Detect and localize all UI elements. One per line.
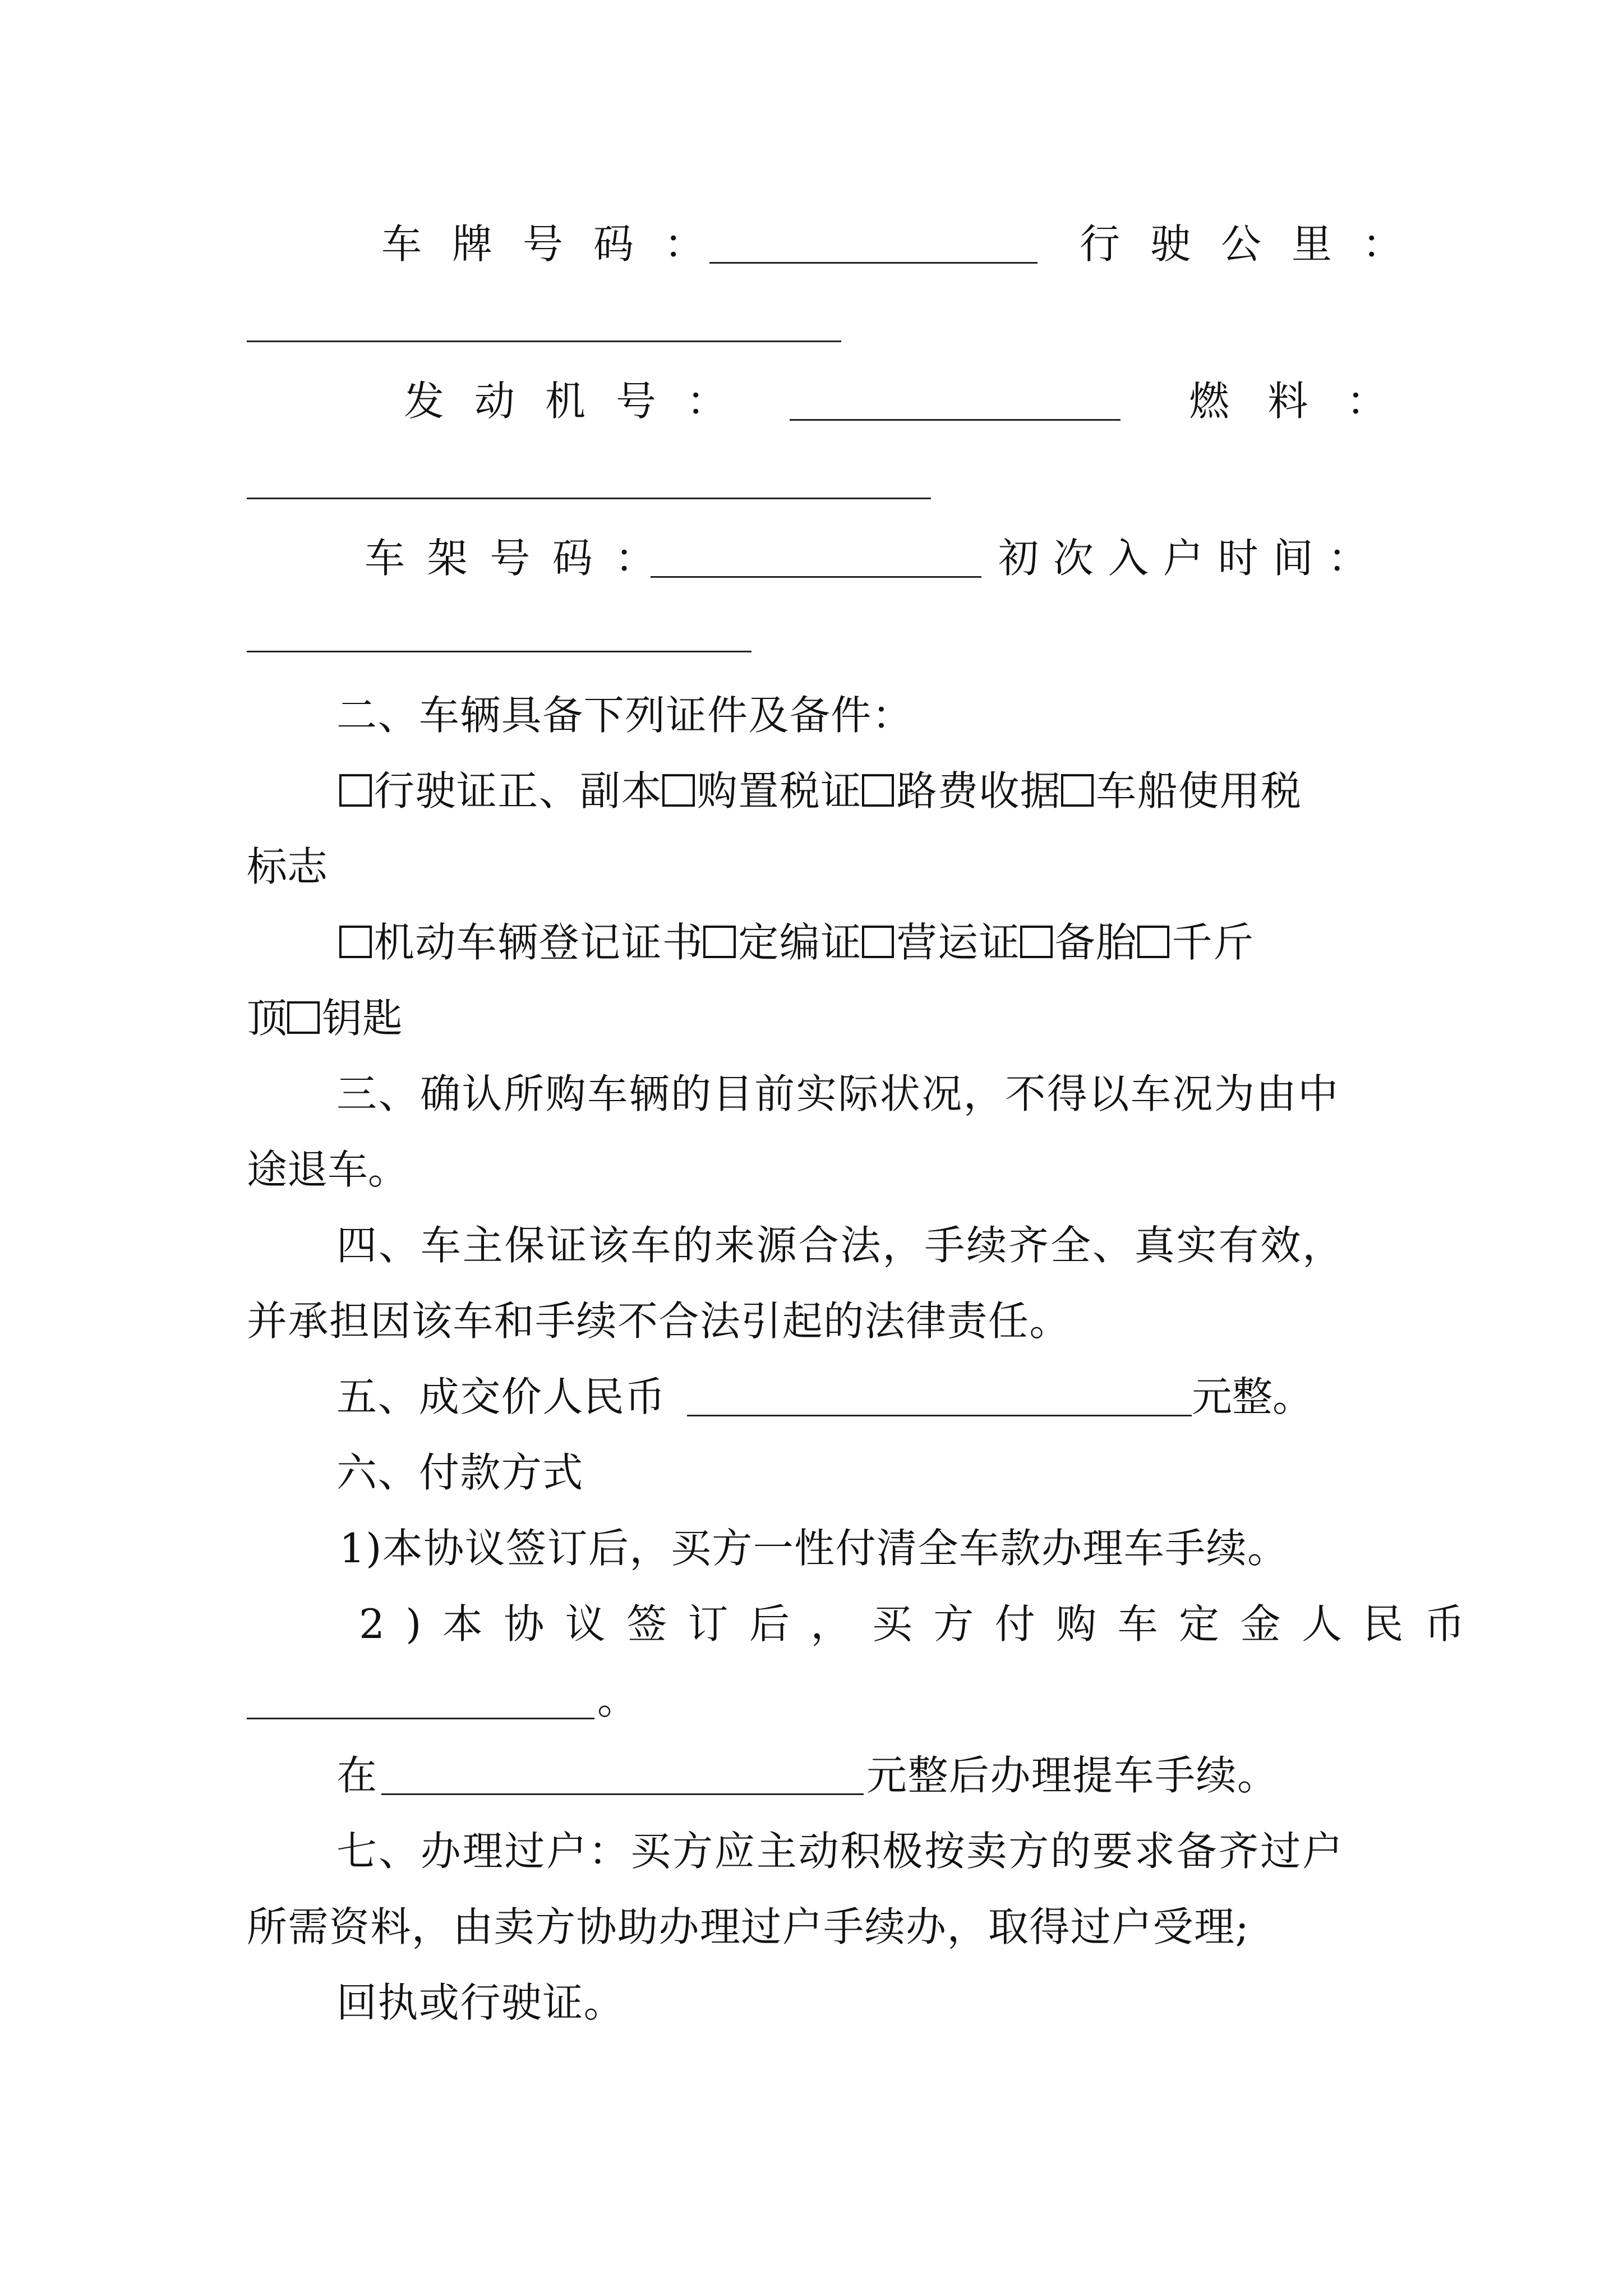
- fuel-label: 燃料：: [1189, 378, 1426, 425]
- documents-row-2-continuation: [0, 990, 1623, 1046]
- section3-text-1: 三、确认所购车辆的目前实际状况，不得以车况为由中: [336, 1070, 1340, 1117]
- remaining-payment-row: [0, 1747, 1623, 1803]
- checkbox-registration-cert[interactable]: 机动车辆登记证书: [339, 919, 703, 966]
- remaining-amount-blank[interactable]: [381, 1793, 864, 1795]
- checkbox-icon[interactable]: [1020, 926, 1053, 958]
- checkbox-driving-license[interactable]: 行驶证正、副本: [339, 767, 662, 815]
- section3-line-2: [0, 1142, 1623, 1198]
- documents-row-1-items: [339, 763, 1302, 819]
- section4-line-2: [0, 1293, 1623, 1349]
- checkbox-icon[interactable]: [287, 1001, 320, 1034]
- section5-suffix: 元整。: [1192, 1373, 1313, 1420]
- section5-prefix: 五、成交价人民币: [336, 1373, 666, 1420]
- payment-option-1-row: [0, 1520, 1623, 1576]
- documents-row-2-items: [339, 914, 1255, 970]
- checkbox-icon[interactable]: [703, 926, 736, 958]
- plate-number-blank[interactable]: [709, 262, 1038, 264]
- deposit-blank[interactable]: [247, 1718, 594, 1719]
- jack-continuation: 顶: [247, 995, 288, 1042]
- mileage-blank[interactable]: [247, 341, 841, 342]
- section7-line-3: [0, 1975, 1623, 2031]
- checkbox-icon[interactable]: [862, 774, 895, 807]
- section7-text-2: 所需资料，由卖方协助办理过户手续办，取得过户受理;: [247, 1903, 1250, 1950]
- checkbox-seating-cert[interactable]: 定编证: [703, 919, 861, 966]
- payment-option-2-text: 2)本协议签订后，买方付购车定金人民币: [359, 1600, 1486, 1648]
- deposit-row: [0, 1672, 1623, 1728]
- mileage-label: 行驶公里：: [1080, 220, 1433, 268]
- checkbox-icon[interactable]: [662, 774, 695, 807]
- checkbox-icon[interactable]: [339, 926, 372, 958]
- section4-text-2: 并承担因该车和手续不合法引起的法律责任。: [247, 1297, 1071, 1345]
- section4-line-1: [0, 1217, 1623, 1273]
- first-registration-label: 初次入户时间：: [998, 535, 1383, 582]
- checkbox-keys[interactable]: 钥匙: [287, 995, 403, 1042]
- checkbox-icon[interactable]: [1137, 926, 1170, 958]
- checkbox-toll-receipt[interactable]: 路费收据: [862, 767, 1062, 815]
- section2-heading: 二、车辆具备下列证件及备件：: [336, 692, 914, 739]
- section6-heading: 六、付款方式: [336, 1449, 584, 1496]
- engine-fuel-row: [0, 373, 1623, 429]
- checkbox-jack[interactable]: 千斤: [1137, 919, 1255, 966]
- payment-option-2-row: [0, 1596, 1623, 1652]
- documents-row-2: [0, 914, 1623, 970]
- section5-row: [0, 1369, 1623, 1425]
- engine-number-label: 发动机号：: [404, 378, 758, 425]
- vin-firstreg-row: [0, 530, 1623, 586]
- deposit-end-mark: 。: [597, 1676, 638, 1723]
- vehicle-tax-continuation: 标志: [247, 843, 328, 890]
- section7-line-2: [0, 1899, 1623, 1955]
- vin-label: 车架号码：: [365, 535, 678, 582]
- price-blank[interactable]: [687, 1415, 1192, 1416]
- payment-option-1: 1)本协议签订后，买方一性付清全车款办理车手续。: [339, 1525, 1289, 1572]
- section6-heading-row: [0, 1444, 1623, 1501]
- documents-row-1: [0, 763, 1623, 819]
- remaining-prefix: 在: [336, 1752, 377, 1799]
- section2-heading-row: [0, 687, 1623, 743]
- section4-text-1: 四、车主保证该车的来源合法，手续齐全、真实有效，: [336, 1222, 1345, 1269]
- checkbox-icon[interactable]: [1061, 774, 1094, 807]
- section3-text-2: 途退车。: [247, 1146, 409, 1193]
- documents-row-1-continuation: [0, 839, 1623, 895]
- section3-line-1: [0, 1066, 1623, 1122]
- checkbox-vehicle-tax[interactable]: 车船使用税: [1061, 767, 1302, 815]
- remaining-suffix: 元整后办理提车手续。: [866, 1752, 1279, 1799]
- checkbox-spare-tire[interactable]: 备胎: [1020, 919, 1137, 966]
- section7-line-1: [0, 1823, 1623, 1879]
- checkbox-icon[interactable]: [862, 926, 895, 958]
- fuel-blank[interactable]: [247, 498, 931, 499]
- section7-text-1: 七、办理过户：买方应主动积极按卖方的要求备齐过户: [336, 1828, 1345, 1875]
- checkbox-purchase-tax[interactable]: 购置税证: [662, 767, 862, 815]
- checkbox-operating-permit[interactable]: 营运证: [862, 919, 1020, 966]
- engine-number-blank[interactable]: [790, 419, 1121, 421]
- documents-row-2-continuation-text: [247, 990, 403, 1046]
- vin-blank[interactable]: [651, 576, 981, 578]
- plate-mileage-row: [0, 216, 1623, 272]
- first-registration-blank[interactable]: [247, 651, 751, 652]
- plate-number-label: 车牌号码：: [381, 220, 735, 268]
- checkbox-icon[interactable]: [339, 774, 372, 807]
- section7-text-3: 回执或行驶证。: [336, 1979, 625, 2026]
